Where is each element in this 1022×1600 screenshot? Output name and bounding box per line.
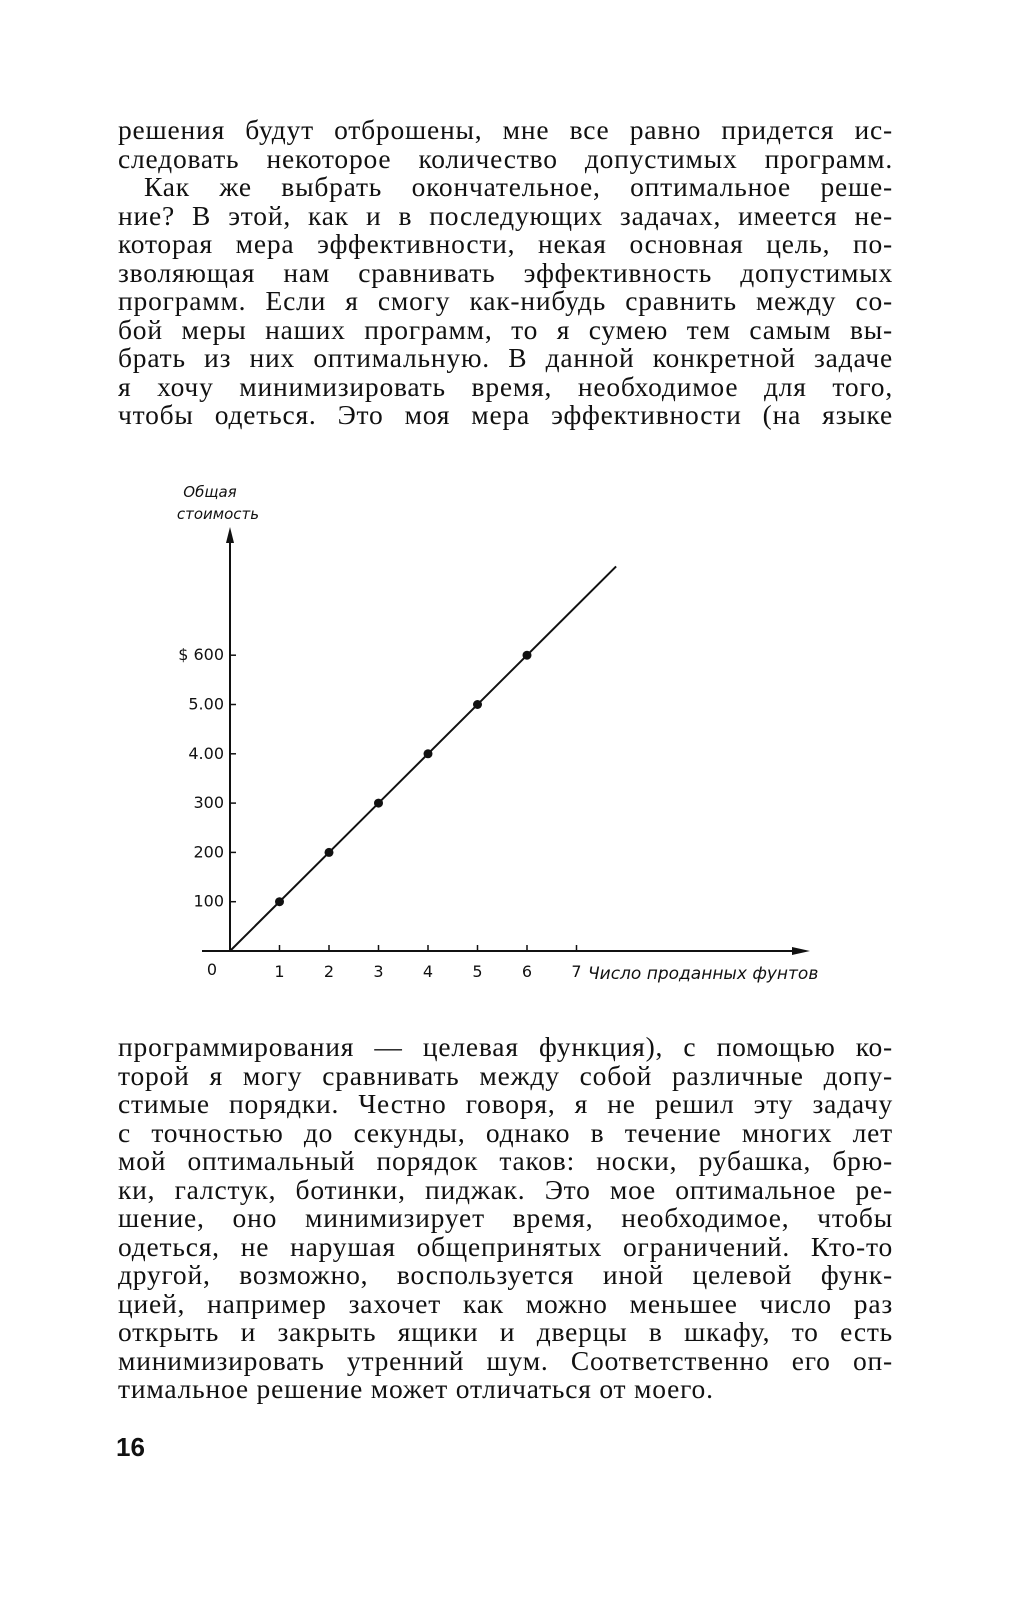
text-line: шение, оно минимизирует время, необходимое, чтобы	[118, 1202, 893, 1233]
chart-marks	[230, 566, 616, 951]
x-tick-label: 4	[422, 962, 434, 981]
text-line: ки, галстук, ботинки, пиджак. Это мое оптимальное ре-	[118, 1173, 893, 1205]
data-point	[424, 749, 433, 758]
x-axis-label: Число проданных фунтов	[588, 964, 819, 984]
text-line: ние? В этой, как и в последующих задачах, имеется не-	[118, 199, 893, 231]
text-line: торой я могу сравнивать между собой различные допу-	[118, 1059, 893, 1091]
page-number: 16	[116, 1432, 145, 1462]
x-tick-label: 6	[521, 962, 533, 981]
text-line: брать из них оптимальную. В данной конкретной задаче	[118, 342, 893, 373]
text-line: мой оптимальный порядок таков: носки, рубашка, брю-	[118, 1145, 893, 1176]
x-axis-arrow	[792, 947, 810, 955]
y-tick-label: 4.00	[188, 743, 224, 763]
text-line: минимизировать утренний шум. Соответственно его оп-	[118, 1344, 893, 1376]
text-line: решения будут отброшены, мне все равно придется ис-	[118, 114, 893, 145]
text-line: чтобы одеться. Это моя мера эффективности (на языке	[118, 399, 893, 430]
cost-chart	[160, 475, 850, 995]
axis-ticks	[178, 645, 581, 981]
text-line: открыть и закрыть ящики и дверцы в шкафу, то есть	[118, 1316, 893, 1347]
y-axis-label: стоимость	[176, 505, 260, 523]
x-tick-label: 1	[274, 962, 285, 981]
x-tick-label: 3	[373, 962, 384, 981]
data-point	[325, 848, 334, 857]
text-line: цией, например захочет как можно меньшее число раз	[118, 1287, 893, 1319]
data-point	[523, 651, 532, 660]
x-tick-label: 2	[323, 962, 335, 981]
text-line: следовать некоторое количество допустимых программ.	[118, 142, 893, 174]
y-tick-label: 300	[193, 793, 224, 813]
y-tick-label: $ 600	[178, 645, 224, 665]
paragraph-bottom	[118, 1033, 893, 1404]
y-axis-arrow	[226, 527, 234, 543]
text-line: с точностью до секунды, однако в течение многих лет	[118, 1116, 893, 1148]
text-line: бой меры наших программ, то я сумею тем самым вы-	[118, 313, 893, 345]
y-tick-label: 5.00	[188, 694, 224, 714]
text-line: другой, возможно, воспользуется иной целевой функ-	[118, 1259, 893, 1290]
text-line: Как же выбрать окончательное, оптимальное реше-	[144, 171, 893, 202]
x-tick-label: 7	[571, 962, 582, 981]
y-tick-label: 200	[193, 842, 224, 862]
text-line: одеться, не нарушая общепринятых ограничений. Кто-то	[118, 1230, 893, 1262]
paragraph-top	[118, 116, 893, 430]
data-point	[275, 897, 284, 906]
text-line: стимые порядки. Честно говоря, я не решил эту задачу	[118, 1088, 893, 1119]
x-origin-label: 0	[206, 960, 218, 979]
text-line: которая мера эффективности, некая основная цель, по-	[118, 228, 893, 259]
y-tick-label: 100	[193, 891, 224, 911]
text-line: программирования — целевая функция), с помощью ко-	[118, 1031, 893, 1062]
data-point	[473, 700, 482, 709]
text-line: программ. Если я смогу как-нибудь сравнить между со-	[118, 285, 893, 316]
series-line	[230, 566, 616, 951]
text-line: зволяющая нам сравнивать эффективность допустимых	[118, 256, 893, 288]
x-tick-label: 5	[472, 962, 483, 981]
y-axis-label: Общая	[183, 483, 237, 501]
text-line: я хочу минимизировать время, необходимое для того,	[118, 370, 893, 402]
text-line: тимальное решение может отличаться от моего.	[118, 1373, 714, 1404]
data-point	[374, 799, 383, 808]
